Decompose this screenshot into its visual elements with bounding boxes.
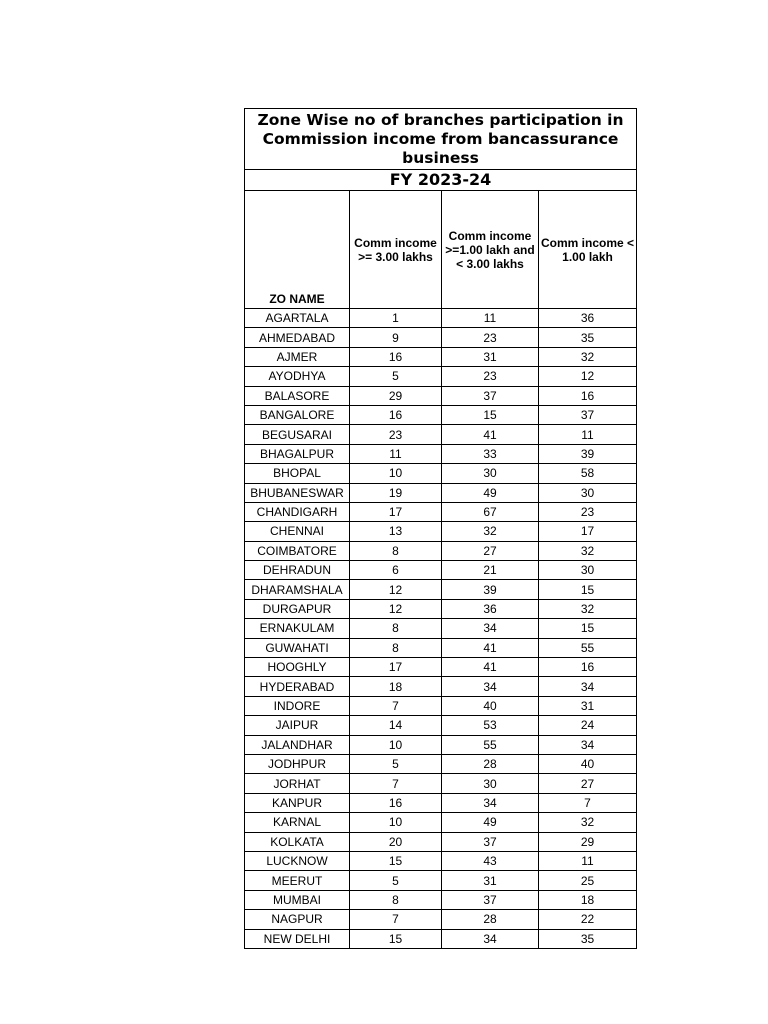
cell-zone: AYODHYA: [245, 367, 350, 386]
table-row: [245, 716, 637, 735]
table-row: [245, 367, 637, 386]
cell-mid: 34: [442, 929, 539, 948]
table-row: [245, 871, 637, 890]
cell-mid: 40: [442, 696, 539, 715]
cell-low: 34: [539, 735, 637, 754]
cell-mid: 39: [442, 580, 539, 599]
table-row: [245, 851, 637, 870]
cell-high: 10: [350, 464, 442, 483]
cell-zone: GUWAHATI: [245, 638, 350, 657]
cell-zone: HYDERABAD: [245, 677, 350, 696]
cell-high: 8: [350, 890, 442, 909]
cell-mid: 33: [442, 444, 539, 463]
cell-high: 14: [350, 716, 442, 735]
cell-zone: NEW DELHI: [245, 929, 350, 948]
table-row: [245, 541, 637, 560]
cell-high: 16: [350, 347, 442, 366]
cell-low: 31: [539, 696, 637, 715]
cell-mid: 67: [442, 502, 539, 521]
cell-mid: 49: [442, 813, 539, 832]
cell-zone: BANGALORE: [245, 405, 350, 424]
cell-low: 29: [539, 832, 637, 851]
cell-low: 18: [539, 890, 637, 909]
table-row: [245, 735, 637, 754]
cell-low: 25: [539, 871, 637, 890]
cell-mid: 28: [442, 754, 539, 773]
cell-high: 5: [350, 754, 442, 773]
table-row: [245, 522, 637, 541]
cell-high: 16: [350, 405, 442, 424]
cell-low: 40: [539, 754, 637, 773]
cell-low: 27: [539, 774, 637, 793]
table-row: [245, 483, 637, 502]
table-row: [245, 444, 637, 463]
cell-low: 39: [539, 444, 637, 463]
table-row: [245, 696, 637, 715]
cell-high: 7: [350, 910, 442, 929]
cell-low: 34: [539, 677, 637, 696]
cell-zone: HOOGHLY: [245, 658, 350, 677]
cell-mid: 41: [442, 425, 539, 444]
cell-zone: JAIPUR: [245, 716, 350, 735]
cell-high: 10: [350, 813, 442, 832]
table-row: [245, 405, 637, 424]
cell-mid: 31: [442, 871, 539, 890]
cell-mid: 34: [442, 677, 539, 696]
cell-zone: KARNAL: [245, 813, 350, 832]
cell-high: 12: [350, 580, 442, 599]
cell-high: 5: [350, 367, 442, 386]
cell-low: 32: [539, 813, 637, 832]
cell-mid: 23: [442, 367, 539, 386]
period-row: [245, 170, 637, 191]
cell-mid: 41: [442, 658, 539, 677]
cell-zone: BEGUSARAI: [245, 425, 350, 444]
table-row: [245, 309, 637, 328]
cell-zone: LUCKNOW: [245, 851, 350, 870]
cell-high: 10: [350, 735, 442, 754]
cell-zone: BALASORE: [245, 386, 350, 405]
cell-mid: 15: [442, 405, 539, 424]
cell-low: 35: [539, 328, 637, 347]
cell-high: 12: [350, 599, 442, 618]
cell-low: 16: [539, 386, 637, 405]
cell-zone: DURGAPUR: [245, 599, 350, 618]
cell-zone: INDORE: [245, 696, 350, 715]
cell-low: 32: [539, 599, 637, 618]
cell-high: 7: [350, 696, 442, 715]
table-row: [245, 910, 637, 929]
cell-mid: 55: [442, 735, 539, 754]
table-row: [245, 813, 637, 832]
cell-zone: AJMER: [245, 347, 350, 366]
cell-zone: KANPUR: [245, 793, 350, 812]
cell-zone: JODHPUR: [245, 754, 350, 773]
cell-zone: CHENNAI: [245, 522, 350, 541]
cell-mid: 32: [442, 522, 539, 541]
cell-high: 17: [350, 502, 442, 521]
cell-low: 15: [539, 619, 637, 638]
cell-high: 17: [350, 658, 442, 677]
table-row: [245, 754, 637, 773]
cell-high: 18: [350, 677, 442, 696]
cell-low: 37: [539, 405, 637, 424]
cell-low: 32: [539, 541, 637, 560]
cell-low: 7: [539, 793, 637, 812]
cell-mid: 23: [442, 328, 539, 347]
cell-low: 30: [539, 483, 637, 502]
table-row: [245, 677, 637, 696]
column-header-zone: ZO NAME: [245, 191, 350, 309]
cell-high: 19: [350, 483, 442, 502]
cell-zone: CHANDIGARH: [245, 502, 350, 521]
cell-zone: BHUBANESWAR: [245, 483, 350, 502]
table-row: [245, 929, 637, 948]
table-row: [245, 328, 637, 347]
cell-mid: 21: [442, 561, 539, 580]
cell-zone: BHOPAL: [245, 464, 350, 483]
cell-high: 8: [350, 638, 442, 657]
column-header-low: Comm income < 1.00 lakh: [539, 191, 637, 309]
cell-zone: DHARAMSHALA: [245, 580, 350, 599]
report-period: FY 2023-24: [245, 170, 637, 191]
cell-low: 32: [539, 347, 637, 366]
cell-high: 11: [350, 444, 442, 463]
cell-high: 16: [350, 793, 442, 812]
cell-high: 6: [350, 561, 442, 580]
cell-zone: AGARTALA: [245, 309, 350, 328]
cell-zone: ERNAKULAM: [245, 619, 350, 638]
column-header-high: Comm income >= 3.00 lakhs: [350, 191, 442, 309]
cell-zone: MEERUT: [245, 871, 350, 890]
table-row: [245, 832, 637, 851]
table-row: [245, 464, 637, 483]
table-row: [245, 347, 637, 366]
cell-zone: BHAGALPUR: [245, 444, 350, 463]
table-row: [245, 561, 637, 580]
cell-low: 11: [539, 425, 637, 444]
cell-zone: MUMBAI: [245, 890, 350, 909]
cell-zone: DEHRADUN: [245, 561, 350, 580]
table-row: [245, 502, 637, 521]
table-body: [245, 109, 637, 949]
cell-high: 9: [350, 328, 442, 347]
cell-zone: JALANDHAR: [245, 735, 350, 754]
table-row: [245, 386, 637, 405]
cell-mid: 37: [442, 890, 539, 909]
table-row: [245, 774, 637, 793]
cell-low: 17: [539, 522, 637, 541]
cell-low: 23: [539, 502, 637, 521]
cell-mid: 11: [442, 309, 539, 328]
cell-mid: 49: [442, 483, 539, 502]
cell-high: 8: [350, 619, 442, 638]
cell-mid: 31: [442, 347, 539, 366]
cell-low: 16: [539, 658, 637, 677]
cell-mid: 28: [442, 910, 539, 929]
table-row: [245, 890, 637, 909]
cell-high: 29: [350, 386, 442, 405]
cell-high: 13: [350, 522, 442, 541]
cell-low: 58: [539, 464, 637, 483]
cell-high: 20: [350, 832, 442, 851]
cell-high: 1: [350, 309, 442, 328]
cell-high: 5: [350, 871, 442, 890]
cell-low: 12: [539, 367, 637, 386]
cell-mid: 34: [442, 793, 539, 812]
cell-mid: 43: [442, 851, 539, 870]
report-title: Zone Wise no of branches participation in Commission income from bancassurance business: [245, 109, 637, 170]
cell-mid: 41: [442, 638, 539, 657]
cell-low: 22: [539, 910, 637, 929]
table-row: [245, 599, 637, 618]
cell-low: 24: [539, 716, 637, 735]
cell-low: 15: [539, 580, 637, 599]
cell-zone: KOLKATA: [245, 832, 350, 851]
cell-low: 55: [539, 638, 637, 657]
cell-mid: 34: [442, 619, 539, 638]
branch-participation-table: [244, 108, 637, 949]
cell-high: 15: [350, 851, 442, 870]
cell-mid: 30: [442, 774, 539, 793]
cell-low: 35: [539, 929, 637, 948]
cell-zone: COIMBATORE: [245, 541, 350, 560]
cell-mid: 27: [442, 541, 539, 560]
column-header-mid: Comm income >=1.00 lakh and < 3.00 lakhs: [442, 191, 539, 309]
cell-low: 30: [539, 561, 637, 580]
column-header-row: [245, 191, 637, 309]
table-row: [245, 425, 637, 444]
table-row: [245, 580, 637, 599]
cell-low: 11: [539, 851, 637, 870]
cell-high: 23: [350, 425, 442, 444]
table-row: [245, 658, 637, 677]
cell-zone: JORHAT: [245, 774, 350, 793]
cell-mid: 37: [442, 386, 539, 405]
table-row: [245, 619, 637, 638]
cell-zone: AHMEDABAD: [245, 328, 350, 347]
cell-high: 7: [350, 774, 442, 793]
cell-high: 8: [350, 541, 442, 560]
table-row: [245, 638, 637, 657]
table-row: [245, 793, 637, 812]
cell-high: 15: [350, 929, 442, 948]
title-row: [245, 109, 637, 170]
cell-zone: NAGPUR: [245, 910, 350, 929]
cell-mid: 36: [442, 599, 539, 618]
cell-mid: 30: [442, 464, 539, 483]
cell-mid: 37: [442, 832, 539, 851]
cell-low: 36: [539, 309, 637, 328]
cell-mid: 53: [442, 716, 539, 735]
